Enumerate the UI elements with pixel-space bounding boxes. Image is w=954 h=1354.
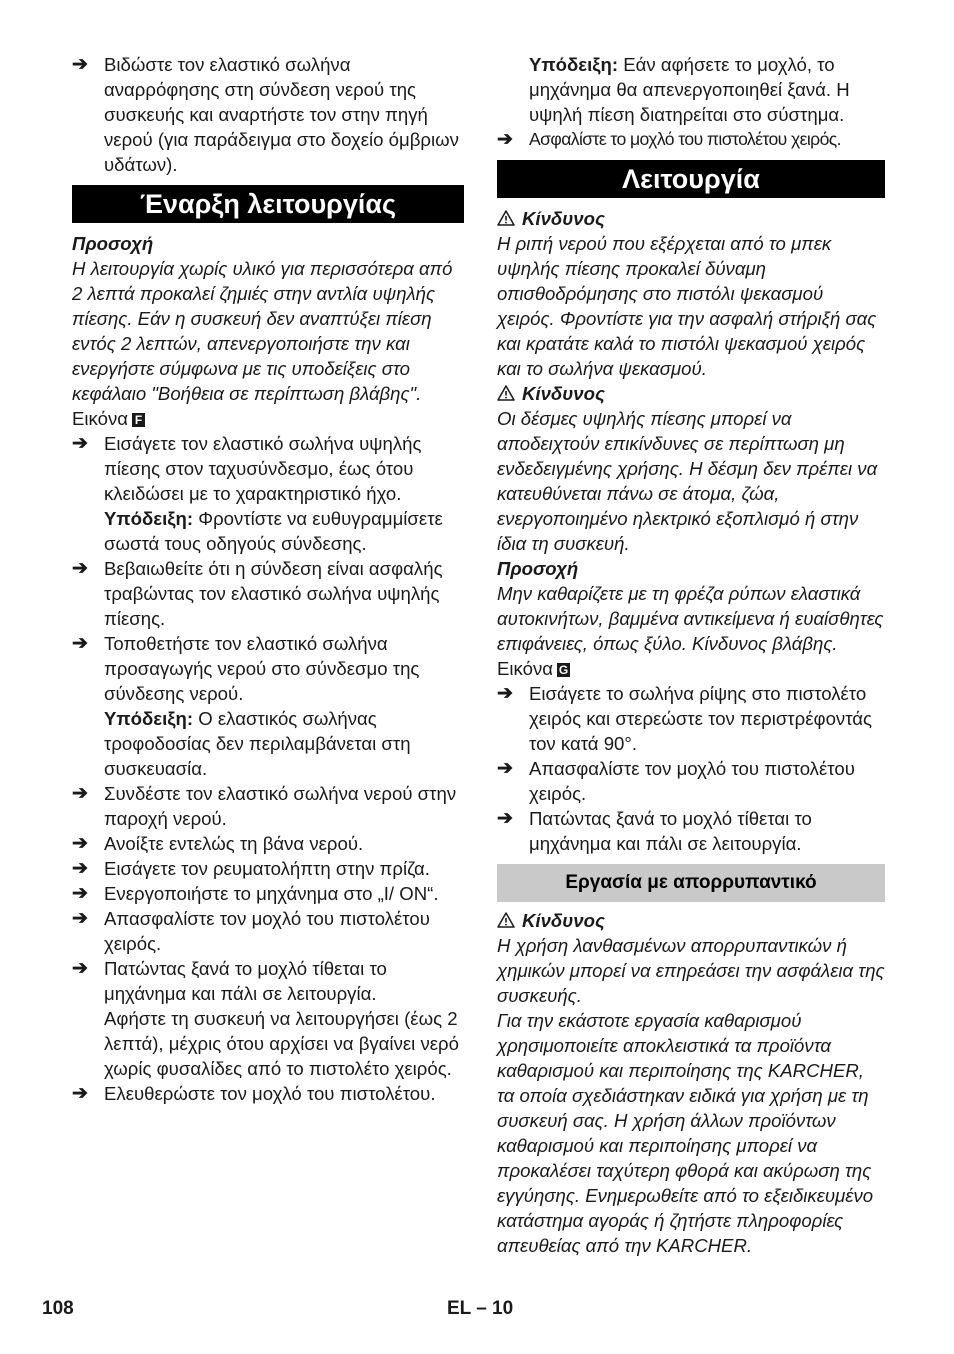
danger-title [497, 908, 885, 933]
page-number: 108 [42, 1298, 74, 1319]
figure-letter-badge: F [132, 413, 145, 427]
figure-label: Εικόνα [72, 408, 128, 429]
step-text: Εισάγετε τον ελαστικό σωλήνα υψηλής πίεσης στον ταχυσύνδεσμο, έως ότου κλειδώσει με το χαρακτηριστικό ήχο. [104, 433, 422, 504]
instruction-step [497, 681, 885, 756]
warning-triangle-icon [497, 912, 515, 928]
instruction-step [72, 52, 464, 177]
note-text: Ο ελαστικός σωλήνας τροφοδοσίας δεν περιλαμβάνεται στη συσκευασία. [104, 708, 411, 779]
note-text: Εάν αφήσετε το μοχλό, το μηχάνημα θα απενεργοποιηθεί ξανά. Η υψηλή πίεση διατηρείται στο σύστημα. [529, 54, 850, 125]
right-column [497, 52, 885, 1258]
figure-label: Εικόνα [497, 658, 553, 679]
arrow-icon: ➔ [497, 808, 513, 829]
danger-text: Οι δέσμες υψηλής πίεσης μπορεί να αποδειχτούν επικίνδυνες σε περίπτωση μη ενδεδειγμένης χρήσης. Η δέσμη δεν πρέπει να κατευθύνεται πάνω σε άτομα, ζώα, ενεργοποιημένο ηλεκτρικό εξοπλισμό ή στην ίδια τη συσκευή. [497, 408, 878, 554]
step-text: Εισάγετε τον ρευματολήπτη στην πρίζα. [104, 858, 430, 879]
danger-label: Κίνδυνος [522, 208, 605, 229]
step-text: Ασφαλίστε το μοχλό του πιστολέτου χειρός. [529, 129, 841, 149]
figure-reference [497, 656, 885, 681]
step-text: Ελευθερώστε τον μοχλό του πιστολέτου. [104, 1083, 436, 1104]
arrow-icon: ➔ [72, 833, 88, 854]
step-text: Πατώντας ξανά το μοχλό τίθεται το μηχάνημα και πάλι σε λειτουργία. [529, 808, 812, 854]
arrow-icon: ➔ [72, 54, 88, 75]
instruction-step [72, 781, 464, 831]
danger-text: Η ριπή νερού που εξέρχεται από το μπεκ υψηλής πίεσης προκαλεί δύναμη οπισθοδρόμησης στο πιστόλι ψεκασμού χειρός. Φροντίστε για την ασφαλή στήριξή σας και κρατάτε καλά το πιστόλι ψεκασμού χειρός και το σωλήνα ψεκασμού. [497, 233, 877, 379]
arrow-icon: ➔ [72, 783, 88, 804]
instruction-step [72, 856, 464, 881]
step-text: Βεβαιωθείτε ότι η σύνδεση είναι ασφαλής τραβώντας τον ελαστικό σωλήνα υψηλής πίεσης. [104, 558, 443, 629]
instruction-step [497, 756, 885, 806]
instruction-step [497, 127, 885, 152]
instruction-step [72, 906, 464, 956]
instruction-step [72, 431, 464, 556]
step-text: Συνδέστε τον ελαστικό σωλήνα νερού στην παροχή νερού. [104, 783, 457, 829]
instruction-step [72, 1081, 464, 1106]
step-text: Ανοίξτε εντελώς τη βάνα νερού. [104, 833, 364, 854]
note-text: Φροντίστε να ευθυγραμμίσετε σωστά τους οδηγούς σύνδεσης. [104, 508, 443, 554]
step-note [104, 506, 464, 556]
step-text: Εισάγετε το σωλήνα ρίψης στο πιστολέτο χειρός και στερεώστε τον περιστρέφοντάς τον κατά 90°. [529, 683, 872, 754]
instruction-step [72, 881, 464, 906]
instruction-step [72, 631, 464, 781]
step-text: Βιδώστε τον ελαστικό σωλήνα αναρρόφησης στη σύνδεση νερού της συσκευής και αναρτήστε τον στην πηγή νερού (για παράδειγμα στο δοχείο όμβριων υδάτων). [104, 54, 459, 175]
danger-text-continued: Για την εκάστοτε εργασία καθαρισμού χρησιμοποιείτε αποκλειστικά τα προϊόντα καθαρισμού και περιποίησης της KARCHER, τα οποία σχεδιάστηκαν ειδικά για χρήση με τη συσκευή σας. Η χρήση άλλων προϊόντων καθαρισμού και περιποίησης μπορεί να προκαλέσει ταχύτερη φθορά και ακύρωση της εγγύησης. Ενημερωθείτε από το εξειδικευμένο κατάστημα αγοράς ή ζητήστε πληροφορίες απευθείας από την KARCHER. [497, 1010, 874, 1256]
caution-title: Προσοχή [497, 558, 579, 579]
section-heading-operation: Λειτουργία [497, 160, 885, 198]
arrow-icon: ➔ [72, 858, 88, 879]
caution-text: Μην καθαρίζετε με τη φρέζα ρύπων ελαστικά αυτοκινήτων, βαμμένα αντικείμενα ή ευαίσθητες επιφάνειες, όπως ξύλο. Κίνδυνος βλάβης. [497, 583, 884, 654]
instruction-step [497, 806, 885, 856]
step-text: Απασφαλίστε τον μοχλό του πιστολέτου χειρός. [104, 908, 430, 954]
arrow-icon: ➔ [72, 633, 88, 654]
note-label: Υπόδειξη: [529, 54, 619, 75]
caution-text: Η λειτουργία χωρίς υλικό για περισσότερα από 2 λεπτά προκαλεί ζημιές στην αντλία υψηλής πίεσης. Εάν η συσκευή δεν αναπτύξει πίεση εντός 2 λεπτών, απενεργοποιήστε την και ενεργήστε σύμφωνα με τις υποδείξεις στο κεφάλαιο "Βοήθεια σε περίπτωση βλάβης". [72, 258, 453, 404]
step-text: Τοποθετήστε τον ελαστικό σωλήνα προσαγωγής νερού στο σύνδεσμο της σύνδεσης νερού. [104, 633, 420, 704]
arrow-icon: ➔ [72, 1083, 88, 1104]
warning-triangle-icon [497, 210, 515, 226]
step-note [497, 52, 885, 127]
step-extra-text: Αφήστε τη συσκευή να λειτουργήσει (έως 2 λεπτά), μέχρις ότου αρχίσει να βγαίνει νερό χωρίς φυσαλίδες από το πιστολέτο χειρός. [104, 1008, 459, 1079]
danger-title [497, 206, 885, 231]
danger-label: Κίνδυνος [522, 383, 605, 404]
arrow-icon: ➔ [72, 908, 88, 929]
arrow-icon: ➔ [497, 129, 513, 150]
danger-text: Η χρήση λανθασμένων απορρυπαντικών ή χημικών μπορεί να επηρεάσει την ασφάλεια της συσκευής. [497, 935, 885, 1006]
note-label: Υπόδειξη: [104, 708, 194, 729]
step-note [104, 706, 464, 781]
language-page-label: EL – 10 [447, 1298, 514, 1319]
arrow-icon: ➔ [497, 758, 513, 779]
warning-triangle-icon [497, 385, 515, 401]
step-text: Απασφαλίστε τον μοχλό του πιστολέτου χειρός. [529, 758, 855, 804]
arrow-icon: ➔ [72, 958, 88, 979]
danger-label: Κίνδυνος [522, 910, 605, 931]
arrow-icon: ➔ [497, 683, 513, 704]
note-label: Υπόδειξη: [104, 508, 194, 529]
subsection-heading-detergent: Εργασία με απορρυπαντικό [497, 864, 885, 902]
left-column [72, 52, 464, 1106]
instruction-step [72, 556, 464, 631]
danger-title [497, 381, 885, 406]
figure-letter-badge: G [558, 663, 569, 677]
instruction-step [72, 831, 464, 856]
step-text: Ενεργοποιήστε το μηχάνημα στο „I/ ON“. [104, 883, 439, 904]
arrow-icon: ➔ [72, 558, 88, 579]
step-text: Πατώντας ξανά το μοχλό τίθεται το μηχάνημα και πάλι σε λειτουργία. [104, 958, 387, 1004]
section-heading-start: Έναρξη λειτουργίας [72, 185, 464, 223]
caution-title: Προσοχή [72, 233, 154, 254]
arrow-icon: ➔ [72, 433, 88, 454]
arrow-icon: ➔ [72, 883, 88, 904]
figure-reference [72, 406, 464, 431]
instruction-step [72, 956, 464, 1081]
